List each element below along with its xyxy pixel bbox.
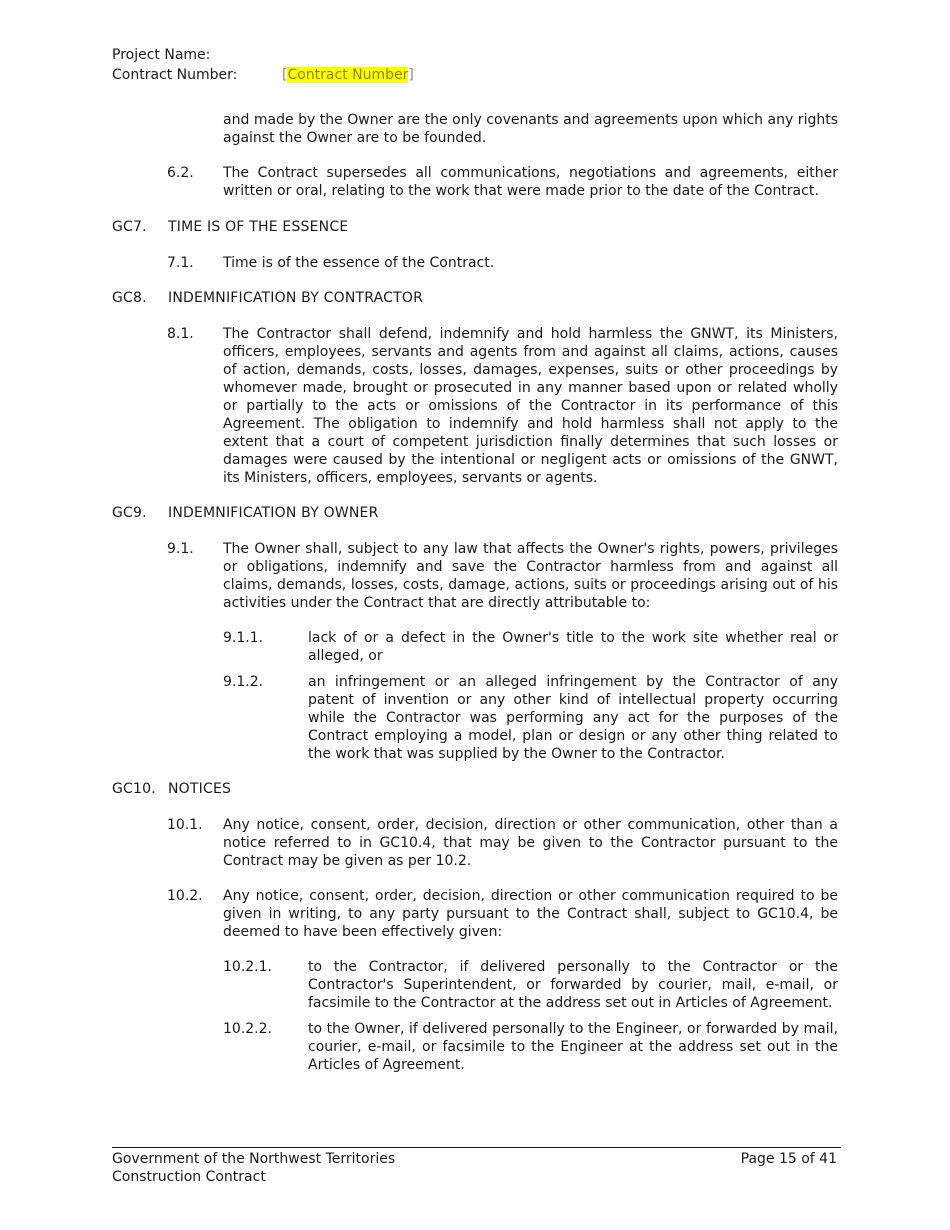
page-number: Page 15 of 41 bbox=[740, 1151, 837, 1167]
clause-text: The Owner shall, subject to any law that affects the Owner's rights, powers, privileges or obligations, indemnify and save the Contractor harmless from and against all claims, demands, losses, costs, damage, actions, suits or proceedings arising out of his activities under the Contract that are directly attributable to: bbox=[223, 541, 838, 611]
contract-number-row bbox=[112, 65, 852, 85]
section-title: NOTICES bbox=[168, 781, 232, 797]
clause-number: 10.2. bbox=[167, 888, 203, 904]
clause-6-2 bbox=[112, 164, 838, 200]
clause-10-2-2 bbox=[112, 1020, 838, 1074]
clause-text: an infringement or an alleged infringement by the Contractor of any patent of invention or any other kind of intellectual property occurring while the Contractor was performing any act for the purposes of the Contract employing a model, plan or design or any other thing related to the work that was supplied by the Owner to the Contractor. bbox=[308, 674, 838, 762]
contract-number-label: Contract Number: bbox=[112, 67, 238, 83]
clause-9-1-2 bbox=[112, 673, 838, 763]
section-number: GC8. bbox=[112, 290, 147, 306]
clause-10-1 bbox=[112, 816, 838, 870]
clause-text: Any notice, consent, order, decision, direction or other communication required to be given in writing, to any party pursuant to the Contract shall, subject to GC10.4, be deemed to have been effectively given: bbox=[223, 888, 838, 940]
clause-number: 9.1. bbox=[167, 541, 194, 557]
clause-text: lack of or a defect in the Owner's title to the work site whether real or alleged, or bbox=[308, 630, 838, 664]
clause-9-1 bbox=[112, 540, 838, 612]
clause-9-1-1 bbox=[112, 629, 838, 665]
clause-8-1 bbox=[112, 325, 838, 487]
bracket-close: ] bbox=[408, 67, 414, 83]
project-name-row bbox=[112, 45, 852, 65]
page-footer bbox=[112, 1147, 841, 1186]
section-title: INDEMNIFICATION BY OWNER bbox=[168, 505, 379, 521]
clause-number: 6.2. bbox=[167, 165, 194, 181]
clause-number: 8.1. bbox=[167, 326, 194, 342]
clause-text: The Contractor shall defend, indemnify and hold harmless the GNWT, its Ministers, officers, employees, servants and agents from and against all claims, actions, causes of action, demands, costs, losses, damages, expenses, suits or other proceedings by whomever made, brought or prosecuted in any manner based upon or related wholly or partially to the acts or omissions of the Contractor in its performance of this Agreement. The obligation to indemnify and hold harmless shall not apply to the extent that a court of competent jurisdiction finally determines that such losses or damages were caused by the intentional or negligent acts or omissions of the GNWT, its Ministers, officers, employees, servants or agents. bbox=[223, 326, 838, 486]
page-header bbox=[112, 45, 852, 85]
clause-text: Time is of the essence of the Contract. bbox=[223, 255, 495, 271]
clause-number: 9.1.1. bbox=[223, 630, 264, 646]
clause-text: to the Contractor, if delivered personally to the Contractor or the Contractor's Superintendent, or forwarded by courier, mail, e-mail, or facsimile to the Contractor at the address set out in Articles of Agreement. bbox=[308, 959, 838, 1011]
footer-organization: Government of the Northwest Territories bbox=[112, 1151, 396, 1167]
clause-continuation: and made by the Owner are the only covenants and agreements upon which any rights against the Owner are to be founded. bbox=[223, 112, 838, 146]
section-title: INDEMNIFICATION BY CONTRACTOR bbox=[168, 290, 424, 306]
section-gc7-heading bbox=[112, 218, 838, 236]
contract-number-field[interactable] bbox=[282, 65, 414, 85]
section-gc8-heading bbox=[112, 289, 838, 307]
clause-number: 10.2.1. bbox=[223, 959, 272, 975]
clause-text: Any notice, consent, order, decision, direction or other communication, other than a notice referred to in GC10.4, that may be given to the Contractor pursuant to the Contract may be given as per 10.2. bbox=[223, 817, 838, 869]
clause-text: to the Owner, if delivered personally to the Engineer, or forwarded by mail, courier, e-mail, or facsimile to the Engineer at the address set out in the Articles of Agreement. bbox=[308, 1021, 838, 1073]
clause-number: 10.1. bbox=[167, 817, 203, 833]
document-body bbox=[112, 111, 838, 1074]
section-number: GC10. bbox=[112, 781, 156, 797]
clause-number: 7.1. bbox=[167, 255, 194, 271]
footer-row bbox=[112, 1150, 841, 1168]
section-title: TIME IS OF THE ESSENCE bbox=[168, 219, 349, 235]
project-name-label: Project Name: bbox=[112, 47, 211, 63]
clause-10-2-1 bbox=[112, 958, 838, 1012]
clause-10-2 bbox=[112, 887, 838, 941]
section-number: GC9. bbox=[112, 505, 147, 521]
clause-number: 9.1.2. bbox=[223, 674, 264, 690]
clause-number: 10.2.2. bbox=[223, 1021, 272, 1037]
section-number: GC7. bbox=[112, 219, 147, 235]
section-gc9-heading bbox=[112, 504, 838, 522]
clause-text: The Contract supersedes all communications, negotiations and agreements, either written or oral, relating to the work that were made prior to the date of the Contract. bbox=[223, 165, 838, 199]
contract-number-placeholder: Contract Number bbox=[287, 67, 409, 83]
bracket-open: [ bbox=[282, 67, 288, 83]
footer-document-name: Construction Contract bbox=[112, 1169, 266, 1185]
section-gc10-heading bbox=[112, 780, 838, 798]
clause-7-1 bbox=[112, 254, 838, 272]
